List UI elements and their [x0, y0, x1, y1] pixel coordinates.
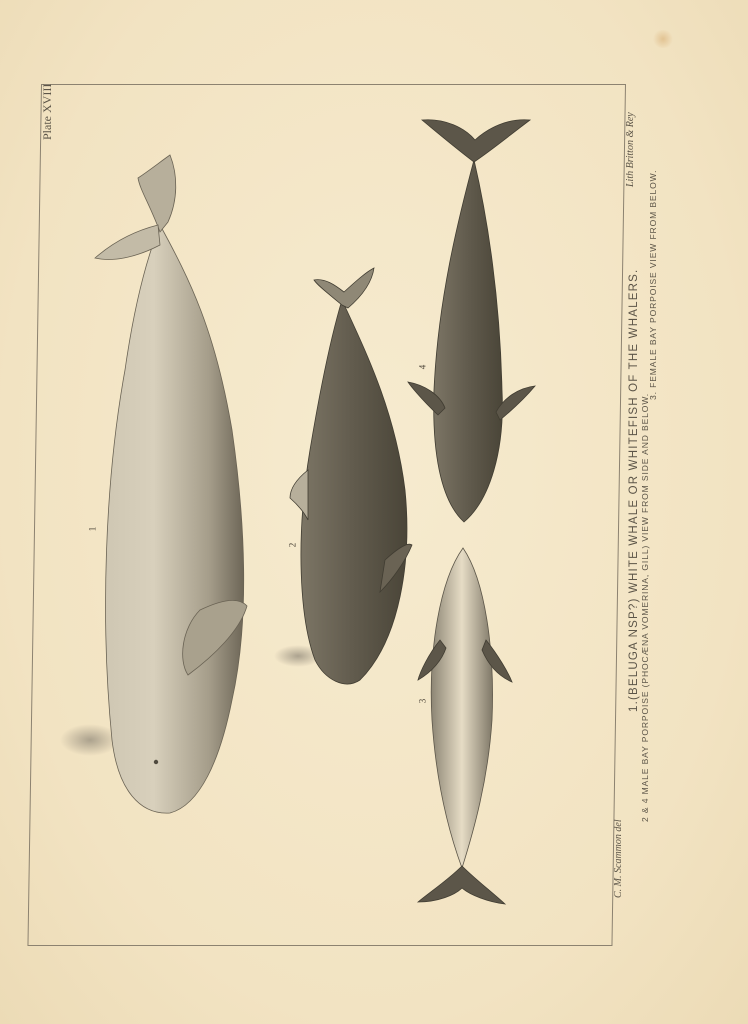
- porpoise-below-female-figure: [418, 548, 512, 904]
- porpoise-side-dorsal-fin: [290, 470, 308, 520]
- porpoise-below-female-tail: [418, 866, 505, 904]
- porpoise-below-male-tail: [422, 120, 530, 162]
- porpoise-side-figure: [274, 268, 412, 684]
- porpoise-side-tail: [314, 268, 374, 308]
- porpoise-below-male-figure: [408, 120, 535, 522]
- porpoise-side-body: [301, 300, 407, 684]
- beluga-body: [106, 225, 244, 813]
- figure-number-2: 2: [287, 542, 298, 548]
- figure-number-4: 4: [417, 364, 428, 370]
- figure-number-3: 3: [417, 698, 428, 704]
- caption-line-3: 3. FEMALE BAY PORPOISE VIEW FROM BELOW.: [648, 169, 658, 400]
- beluga-eye: [154, 760, 158, 764]
- porpoise-below-male-body: [434, 160, 503, 522]
- porpoise-below-female-body: [431, 548, 492, 868]
- caption-line-2: 2 & 4 MALE BAY PORPOISE (PHOCÆNA VOMERINA, GILL) VIEW FROM SIDE AND BELOW.: [640, 392, 650, 822]
- beluga-figure: [60, 155, 247, 813]
- artist-credit: C. M. Scammon del: [613, 819, 624, 898]
- beluga-tail-fluke: [138, 155, 176, 232]
- figure-number-1: 1: [87, 526, 98, 532]
- caption-line-1: 1.(BELUGA NSP?) WHITE WHALE OR WHITEFISH OF THE WHALERS.: [628, 268, 640, 712]
- plate-label: Plate XVIII: [40, 83, 54, 140]
- lithographer-credit: Lith Britton & Rey: [625, 112, 636, 187]
